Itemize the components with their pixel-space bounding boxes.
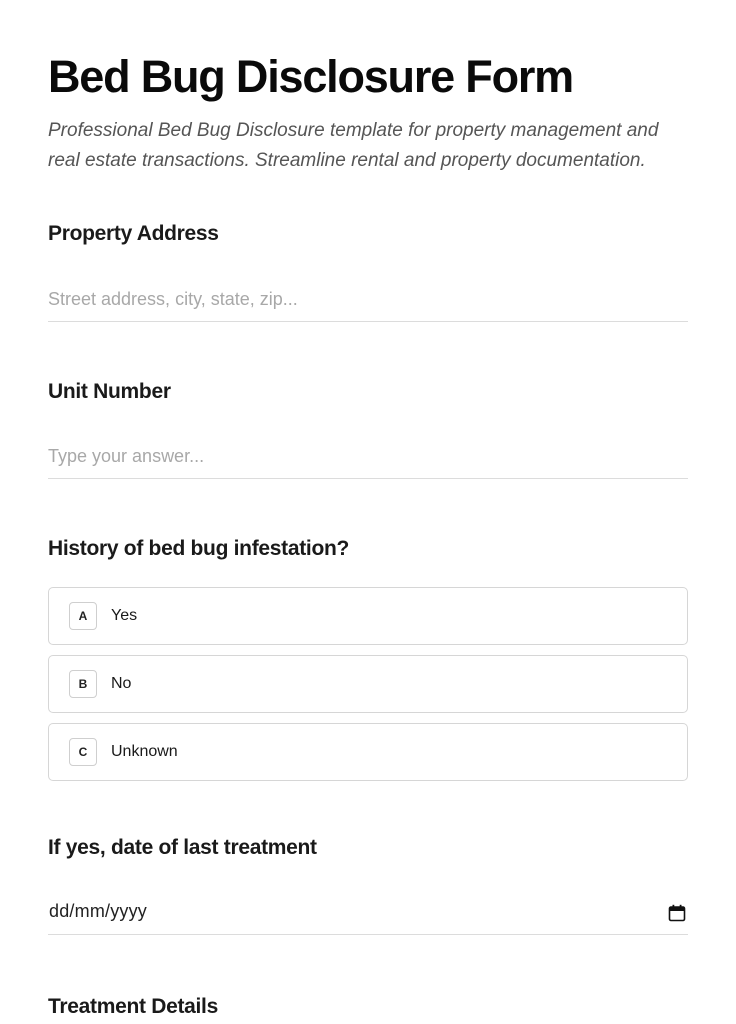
- property-address-input[interactable]: [48, 278, 688, 322]
- title-wrapper: [48, 52, 573, 108]
- option-key-badge: B: [69, 670, 97, 698]
- page-title: [48, 52, 573, 102]
- option-label: No: [111, 675, 132, 692]
- option-no[interactable]: [48, 655, 688, 713]
- page-title-text: Bed Bug Disclosure Form: [48, 51, 573, 102]
- option-key-badge: A: [69, 602, 97, 630]
- option-yes[interactable]: [48, 587, 688, 645]
- last-treatment-date-input[interactable]: [48, 891, 688, 935]
- option-unknown[interactable]: [48, 723, 688, 781]
- date-placeholder: dd/mm/yyyy: [49, 901, 148, 921]
- unit-number-input[interactable]: [48, 435, 688, 479]
- option-label: Unknown: [111, 743, 178, 760]
- treatment-details-label: Treatment Details: [48, 995, 218, 1018]
- unit-number-label: Unit Number: [48, 380, 171, 403]
- infestation-history-label: History of bed bug infestation?: [48, 537, 350, 560]
- form-description: Professional Bed Bug Disclosure template for property management and real estate transactions. Streamline rental and property documentation.: [48, 120, 659, 171]
- option-label: Yes: [111, 607, 138, 624]
- property-address-label: Property Address: [48, 222, 219, 245]
- calendar-icon[interactable]: [668, 904, 686, 922]
- option-key-badge: C: [69, 738, 97, 766]
- last-treatment-date-label: If yes, date of last treatment: [48, 836, 317, 859]
